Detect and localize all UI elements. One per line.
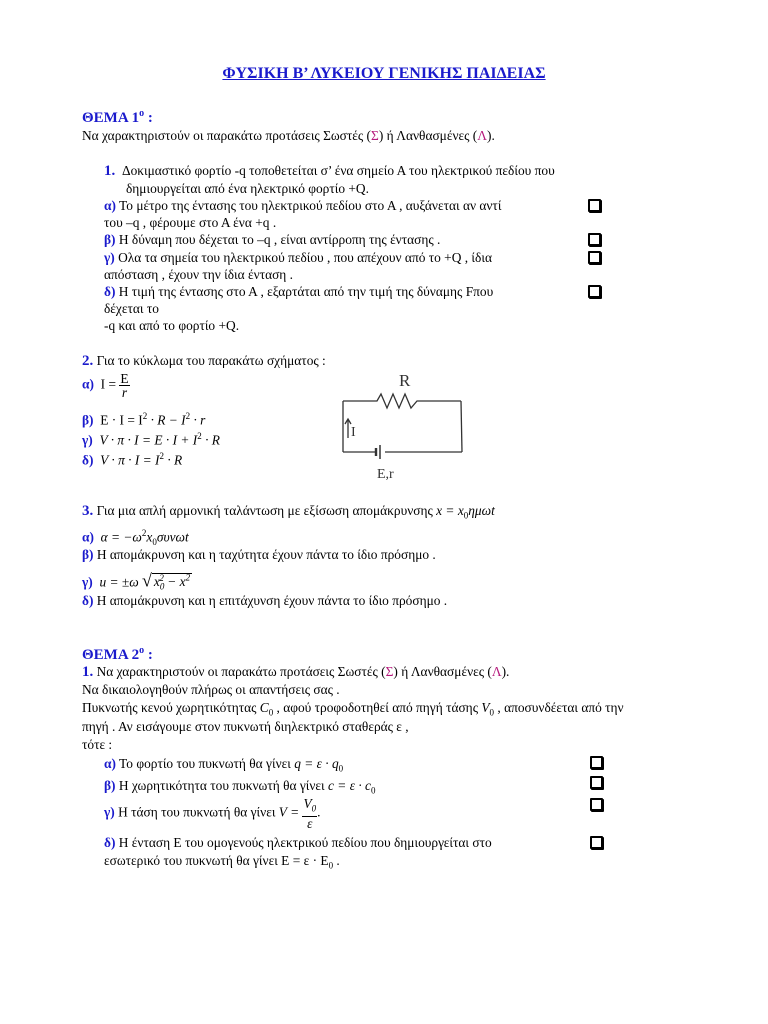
section-heading-thema2: ΘΕΜΑ $2^o$ : — [82, 645, 153, 663]
q3-option-d: δ) Η απομάκρυνση και η επιτάχυνση έχουν πάντα το ίδιο πρόσημο . — [82, 593, 448, 608]
t2-option-g: γ) Η τάση του πυκνωτή θα γίνει V = $\frac{V_0}{\varepsilon}$ . — [104, 796, 321, 831]
t2-option-b: β) Η χωρητικότητα του πυκνωτή θα γίνει $c = \varepsilon \cdot c_0$ — [104, 778, 376, 796]
q2-option-g: γ) $V \cdot \pi \cdot I = E \cdot I + I^2 \cdot R$ — [82, 431, 220, 448]
q2-option-a: α) I = $\frac{E}{r}$ — [82, 371, 129, 400]
q1-option-g-line2: απόσταση , έχουν την ίδια ένταση . — [104, 267, 294, 282]
section1-instructions: Να χαρακτηριστούν οι παρακάτω προτάσεις Σωστές (Σ) ή Λανθασμένες (Λ). — [82, 128, 495, 143]
q2-option-d: δ) $V \cdot \pi \cdot I = I^2 \cdot R$ — [82, 451, 183, 468]
section2-line5: τότε : — [82, 737, 113, 752]
q1-d-checkbox[interactable] — [588, 285, 601, 298]
page-title: ΦΥΣΙΚΗ Β’ ΛΥΚΕΙΟΥ ΓΕΝΙΚΗΣ ΠΑΙΔΕΙΑΣ — [222, 65, 546, 82]
q3-option-a: α) $\alpha = -\omega^2x_0\sigma\upsilon\nu\omega t$ — [82, 528, 189, 548]
q1-option-g: γ) Ολα τα σημεία του ηλεκτρικού πεδίου , που απέχουν από το +Q , ίδια — [104, 250, 492, 265]
t2-option-d-line2: εσωτερικό του πυκνωτή θα γίνει $E = \varepsilon \cdot E_0$ . — [104, 853, 340, 871]
q1-option-d-line2: δέχεται το — [104, 301, 159, 316]
question-3-stem: 3. Για μια απλή αρμονική ταλάντωση με εξίσωση απομάκρυνσης $x = x_0\eta\mu\omega t$ — [82, 503, 495, 521]
q1-option-a-line2: του –q , φέρουμε στο Α ένα +q . — [104, 215, 277, 230]
t2-option-d: δ) Η ένταση Ε του ομογενούς ηλεκτρικού πεδίου που δημιουργείται στο — [104, 835, 492, 850]
section-heading-thema1: ΘΕΜΑ $1^o$ : — [82, 108, 153, 126]
q1-option-a: α) Το μέτρο της έντασης του ηλεκτρικού πεδίου στο Α , αυξάνεται αν αντί — [104, 198, 502, 213]
q3-option-g: γ) u = ±ω √ $x_0^2 - x^2$ — [82, 570, 191, 593]
q3-option-b: β) Η απομάκρυνση και η ταχύτητα έχουν πάντα το ίδιο πρόσημο . — [82, 547, 436, 562]
q1-option-d: δ) Η τιμή της έντασης στο Α , εξαρτάται από την τιμή της δύναμης Fπου — [104, 284, 494, 299]
t2-b-checkbox[interactable] — [590, 776, 603, 789]
section2-line3: Πυκνωτής κενού χωρητικότητας $C_0$ , αφού τροφοδοτηθεί από πηγή τάσης $V_0$ , αποσυνδέεται από την — [82, 700, 624, 718]
circuit-diagram — [325, 368, 475, 486]
q1-option-b: β) Η δύναμη που δέχεται το –q , είναι αντίρροπη της έντασης . — [104, 232, 441, 247]
source-label: E,r — [377, 467, 394, 482]
question-1-stem-line2: δημιουργείται από ένα ηλεκτρικό φορτίο +Q. — [126, 181, 369, 196]
resistor-label: R — [399, 371, 411, 390]
q1-a-checkbox[interactable] — [588, 199, 601, 212]
t2-a-checkbox[interactable] — [590, 756, 603, 769]
t2-d-checkbox[interactable] — [590, 836, 603, 849]
q1-g-checkbox[interactable] — [588, 251, 601, 264]
t2-g-checkbox[interactable] — [590, 798, 603, 811]
q1-option-d-line3: -q και από το φορτίο +Q. — [104, 318, 240, 333]
section2-line4: πηγή . Αν εισάγουμε στον πυκνωτή διηλεκτρικό σταθεράς ε , — [82, 719, 409, 734]
current-label: I — [351, 425, 356, 440]
section2-line2: Να δικαιολογηθούν πλήρως οι απαντήσεις σας . — [82, 682, 340, 697]
t2-option-a: α) Το φορτίο του πυκνωτή θα γίνει $q = \varepsilon \cdot q_0$ — [104, 756, 344, 774]
question-1-stem: 1. Δοκιμαστικό φορτίο -q τοποθετείται σ’ ένα σημείο Α του ηλεκτρικού πεδίου που — [104, 163, 555, 179]
question-2-stem: 2. Για το κύκλωμα του παρακάτω σχήματος : — [82, 353, 326, 369]
q1-b-checkbox[interactable] — [588, 233, 601, 246]
q2-option-b: β) $E \cdot I = I^2 \cdot R - I^2 \cdot r$ — [82, 411, 206, 428]
section2-instructions: 1. Να χαρακτηριστούν οι παρακάτω προτάσεις Σωστές (Σ) ή Λανθασμένες (Λ). — [82, 664, 510, 680]
